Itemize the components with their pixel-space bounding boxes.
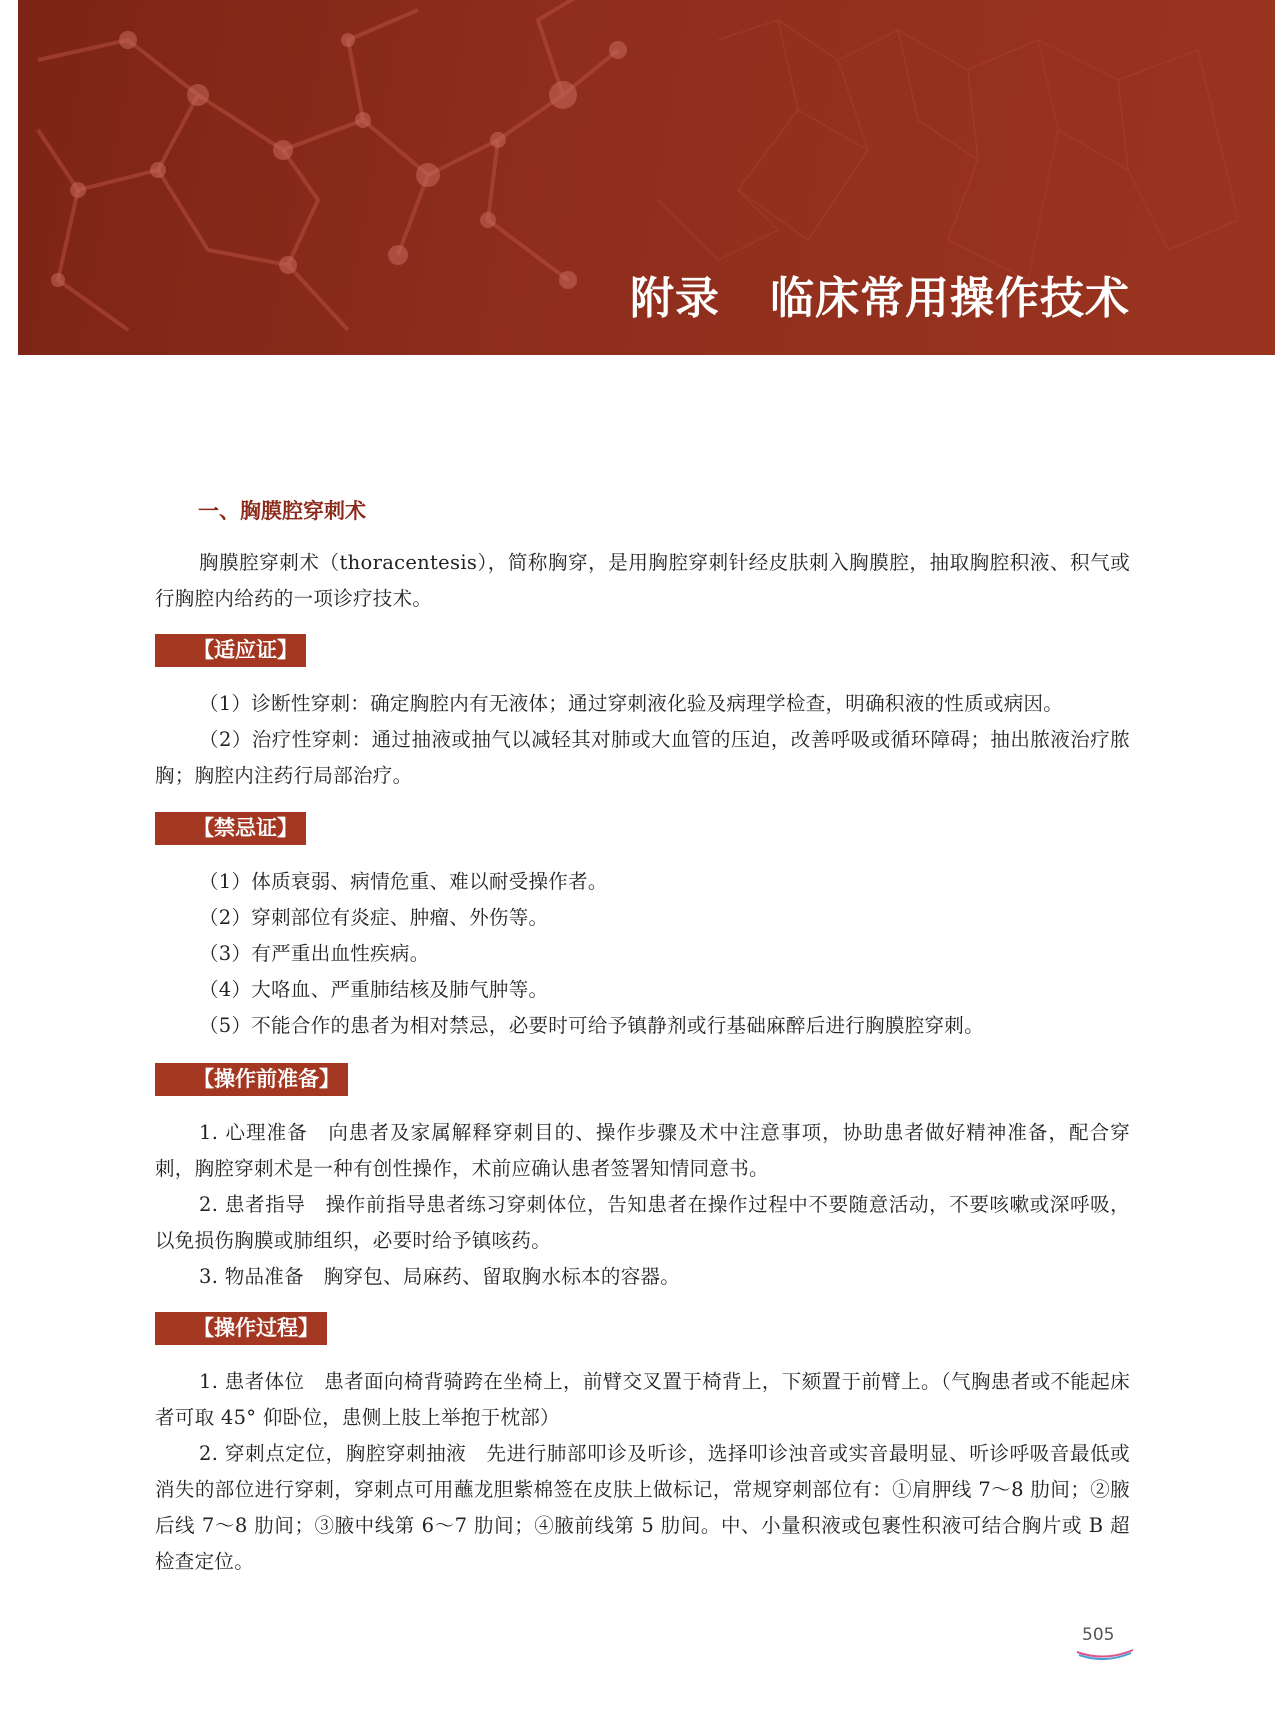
- preparation-item: 2. 患者指导 操作前指导患者练习穿刺体位，告知患者在操作过程中不要随意活动，不要咳嗽或深呼吸，以免损伤胸膜或肺组织，必要时给予镇咳药。: [155, 1193, 1130, 1252]
- indication-item: （1）诊断性穿刺：确定胸腔内有无液体；通过穿刺液化验及病理学检查，明确积液的性质或病因。: [199, 692, 1064, 715]
- contraindication-item: （4）大咯血、严重肺结核及肺气肿等。: [199, 978, 549, 1001]
- procedure-label: 【操作过程】: [155, 1312, 327, 1345]
- contraindication-item: （1）体质衰弱、病情危重、难以耐受操作者。: [199, 870, 608, 893]
- chapter-banner: [18, 0, 1275, 355]
- procedure-item: 1. 患者体位 患者面向椅背骑跨在坐椅上，前臂交叉置于椅背上，下颏置于前臂上。（气胸患者或不能起床者可取 45° 仰卧位，患侧上肢上举抱于枕部）: [155, 1370, 1130, 1429]
- preparation-item: 3. 物品准备 胸穿包、局麻药、留取胸水标本的容器。: [199, 1265, 681, 1288]
- intro-paragraph: 胸膜腔穿刺术（thoracentesis），简称胸穿，是用胸腔穿刺针经皮肤刺入胸膜腔，抽取胸腔积液、积气或行胸腔内给药的一项诊疗技术。: [155, 551, 1130, 610]
- page-swoosh-icon: [1075, 1642, 1135, 1660]
- chapter-heading: 临床常用操作技术: [770, 273, 1130, 324]
- indications-label: 【适应证】: [155, 634, 306, 667]
- indication-item: （2）治疗性穿刺：通过抽液或抽气以减轻其对肺或大血管的压迫，改善呼吸或循环障碍；抽出脓液治疗脓胸；胸腔内注药行局部治疗。: [155, 728, 1130, 787]
- preparation-label: 【操作前准备】: [155, 1063, 348, 1096]
- contraindications-label: 【禁忌证】: [155, 812, 306, 845]
- contraindication-item: （5）不能合作的患者为相对禁忌，必要时可给予镇静剂或行基础麻醉后进行胸膜腔穿刺。: [199, 1014, 984, 1037]
- chapter-part: 附录: [630, 273, 720, 324]
- preparation-item: 1. 心理准备 向患者及家属解释穿刺目的、操作步骤及术中注意事项，协助患者做好精神准备，配合穿刺，胸腔穿刺术是一种有创性操作，术前应确认患者签署知情同意书。: [155, 1121, 1130, 1180]
- contraindication-item: （2）穿刺部位有炎症、肿瘤、外伤等。: [199, 906, 549, 929]
- contraindication-item: （3）有严重出血性疾病。: [199, 942, 430, 965]
- section-title: 一、胸膜腔穿刺术: [198, 499, 366, 523]
- chapter-title: [630, 262, 1130, 326]
- page-number: 505: [1082, 1625, 1115, 1645]
- procedure-item: 2. 穿刺点定位，胸腔穿刺抽液 先进行肺部叩诊及听诊，选择叩诊浊音或实音最明显、听诊呼吸音最低或消失的部位进行穿刺，穿刺点可用蘸龙胆紫棉签在皮肤上做标记，常规穿刺部位有：①肩胛线 7～8 肋间；②腋后线 7～8 肋间；③腋中线第 6～7 肋间；④腋前线第 5 肋间。中、小量积液或包裹性积液可结合胸片或 B 超检查定位。: [155, 1442, 1130, 1573]
